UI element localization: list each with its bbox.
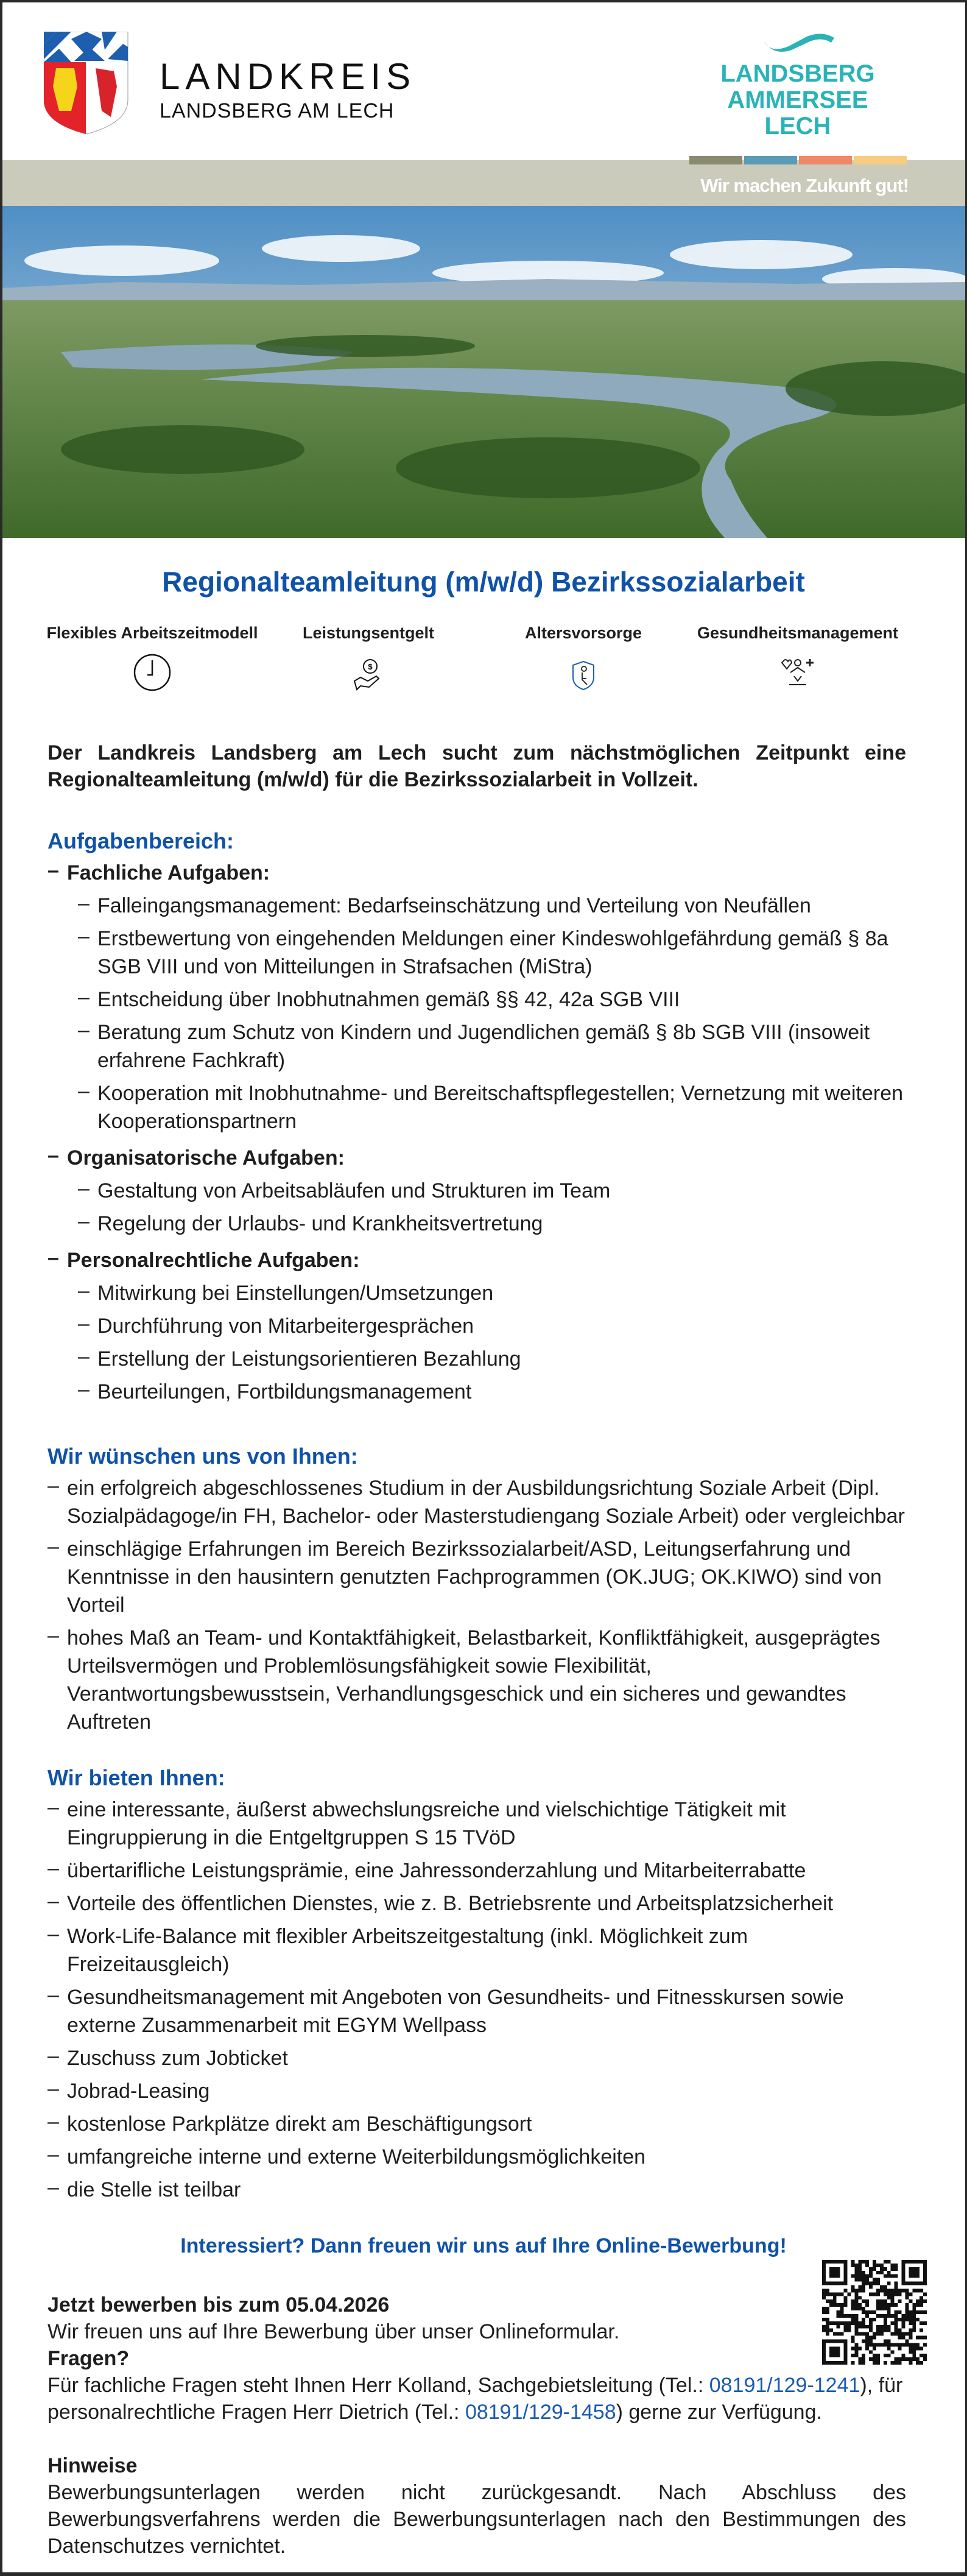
list-item: – Gestaltung von Arbeitsabläufen und Strukturen im Team bbox=[78, 1177, 912, 1205]
benefit-label: Leistungsentgelt bbox=[302, 624, 434, 642]
list-item: – Gesundheitsmanagement mit Angeboten von Gesundheits- und Fitnesskursen sowie externe Zusammenarbeit mit EGYM Wellpass bbox=[47, 1983, 912, 2039]
list-item: – Entscheidung über Inobhutnahmen gemäß §§ 42, 42a SGB VIII bbox=[78, 986, 912, 1014]
questions-text bbox=[47, 2372, 906, 2426]
task-group-title: – Organisatorische Aufgaben: bbox=[47, 1144, 912, 1172]
benefit-label: Altersvorsorge bbox=[524, 624, 642, 642]
region-logo-line3: LECH bbox=[764, 113, 831, 139]
org-subtitle: LANDSBERG AM LECH bbox=[160, 99, 395, 122]
list-item: – Kooperation mit Inobhutnahme- und Bereitschaftspflegestellen; Vernetzung mit weiteren Kooperationspartnern bbox=[78, 1079, 912, 1135]
questions-text-part: ), für personalrechtliche Fragen Herr Dietrich (Tel.: bbox=[47, 2374, 903, 2424]
region-logo-line1: LANDSBERG bbox=[720, 60, 875, 87]
list-item: – kostenlose Parkplätze direkt am Beschäftigungsort bbox=[47, 2110, 912, 2138]
list-item: – Durchführung von Mitarbeitergesprächen bbox=[78, 1312, 912, 1340]
region-logo-line2: AMMERSEE bbox=[727, 86, 868, 113]
wellness-icon bbox=[778, 658, 817, 688]
coat-of-arms-logo bbox=[44, 32, 129, 135]
list-item: – Mitwirkung bei Einstellungen/Umsetzungen bbox=[78, 1279, 912, 1307]
phone-link-kolland[interactable]: 08191/129-1241 bbox=[709, 2374, 860, 2397]
list-item: – umfangreiche interne und externe Weiterbildungsmöglichkeiten bbox=[47, 2143, 912, 2171]
svg-text:$: $ bbox=[368, 662, 373, 671]
list-item: – Erstellung der Leistungsorientieren Bezahlung bbox=[78, 1345, 912, 1373]
benefit-performance-pay bbox=[259, 621, 478, 691]
intro-text: Der Landkreis Landsberg am Lech sucht zum nächstmöglichen Zeitpunkt eine Regionalteamleitung (m/w/d) für die Bezirkssozialarbeit in Vollzeit. bbox=[47, 741, 906, 791]
task-group-title: – Personalrechtliche Aufgaben: bbox=[47, 1246, 912, 1274]
hand-coin-icon bbox=[352, 658, 385, 691]
benefit-pension bbox=[474, 621, 693, 691]
tasks-section bbox=[47, 827, 912, 1411]
list-item: – übertarifliche Leistungsprämie, eine Jahressonderzahlung und Mitarbeiterrabatte bbox=[47, 1857, 912, 1885]
list-item: – Falleingangsmanagement: Bedarfseinschätzung und Verteilung von Neufällen bbox=[78, 892, 912, 920]
color-bar bbox=[744, 156, 797, 164]
list-item: – hohes Maß an Team- und Kontaktfähigkeit, Belastbarkeit, Konfliktfähigkeit, ausgeprägtes Urteilsvermögen und Problemlösungsfähigkeit sowie Flexibilität, Verantwortungsbewusstsein, Verhandlungsgeschick und ein sicheres und gewandtes Auftreten bbox=[47, 1624, 912, 1736]
wishes-section bbox=[47, 1442, 912, 1741]
offers-heading: Wir bieten Ihnen: bbox=[47, 1765, 225, 1790]
form-text: Wir freuen uns auf Ihre Bewerbung über unser Onlineformular. bbox=[47, 2320, 620, 2343]
shield-person-icon bbox=[571, 660, 596, 691]
cta-heading: Interessiert? Dann freuen wir uns auf Ihre Online-Bewerbung! bbox=[180, 2234, 787, 2257]
wishes-heading: Wir wünschen uns von Ihnen: bbox=[47, 1444, 358, 1469]
application-info bbox=[47, 2292, 906, 2560]
color-bars bbox=[689, 156, 907, 164]
list-item: – Vorteile des öffentlichen Dienstes, wie z. B. Betriebsrente und Arbeitsplatzsicherheit bbox=[47, 1890, 912, 1918]
notes-text: Bewerbungsunterlagen werden nicht zurückgesandt. Nach Abschluss des Bewerbungsverfahrens werden die Bewerbungsunterlagen nach den Bestimmungen des Datenschutzes vernichtet. bbox=[47, 2481, 906, 2558]
list-item: – Work-Life-Balance mit flexibler Arbeitszeitgestaltung (inkl. Möglichkeit zum Freizeitausgleich) bbox=[47, 1922, 912, 1978]
list-item: – Erstbewertung von eingehenden Meldungen einer Kindeswohlgefährdung gemäß § 8a SGB VIII und von Mitteilungen in Strafsachen (MiStra) bbox=[78, 925, 912, 981]
org-title: LANDKREIS bbox=[160, 56, 417, 97]
list-item: – Beratung zum Schutz von Kindern und Jugendlichen gemäß § 8b SGB VIII (insoweit erfahrene Fachkraft) bbox=[78, 1018, 912, 1075]
list-item: – Beurteilungen, Fortbildungsmanagement bbox=[78, 1378, 912, 1406]
list-item: – Zuschuss zum Jobticket bbox=[47, 2044, 912, 2072]
list-item: – Jobrad-Leasing bbox=[47, 2077, 912, 2105]
color-bar bbox=[689, 156, 742, 164]
list-item: – die Stelle ist teilbar bbox=[47, 2176, 912, 2204]
clock-icon bbox=[133, 653, 172, 692]
benefit-label: Flexibles Arbeitszeitmodell bbox=[46, 624, 258, 642]
offers-section bbox=[47, 1764, 912, 2209]
color-bar bbox=[854, 156, 907, 164]
benefit-flexible-hours bbox=[43, 621, 262, 692]
color-bar bbox=[799, 156, 852, 164]
list-item: – ein erfolgreich abgeschlossenes Studium in der Ausbildungsrichtung Soziale Arbeit (Dipl. Sozialpädagoge/in FH, Bachelor- oder Masterstudiengang Soziale Arbeit) oder vergleichbar bbox=[47, 1474, 912, 1530]
deadline: Jetzt bewerben bis zum 05.04.2026 bbox=[47, 2293, 390, 2317]
benefit-health-management bbox=[688, 621, 907, 688]
phone-link-dietrich[interactable]: 08191/129-1458 bbox=[465, 2401, 616, 2424]
landscape-photo bbox=[0, 206, 967, 538]
list-item: – Regelung der Urlaubs- und Krankheitsvertretung bbox=[78, 1210, 912, 1238]
questions-text-part: Für fachliche Fragen steht Ihnen Herr Kolland, Sachgebietsleitung (Tel.: bbox=[47, 2374, 709, 2397]
questions-text-part: ) gerne zur Verfügung. bbox=[616, 2401, 822, 2424]
task-group-title: – Fachliche Aufgaben: bbox=[47, 859, 912, 887]
list-item: – eine interessante, äußerst abwechslungsreiche und vielschichtige Tätigkeit mit Eingruppierung in die Entgeltgruppen S 15 TVöD bbox=[47, 1796, 912, 1852]
list-item: – einschlägige Erfahrungen im Bereich Bezirkssozialarbeit/ASD, Leitungserfahrung und Kenntnisse in den hausintern genutzten Fachprogrammen (OK.JUG; OK.KIWO) sind von Vorteil bbox=[47, 1535, 912, 1619]
job-title: Regionalteamleitung (m/w/d) Bezirkssozialarbeit bbox=[162, 566, 805, 598]
wave-logo-icon bbox=[761, 29, 837, 54]
tasks-heading: Aufgabenbereich: bbox=[47, 828, 234, 853]
slogan: Wir machen Zukunft gut! bbox=[700, 175, 909, 196]
notes-heading: Hinweise bbox=[47, 2454, 138, 2477]
questions-heading: Fragen? bbox=[47, 2347, 130, 2370]
benefit-label: Gesundheitsmanagement bbox=[697, 624, 899, 642]
